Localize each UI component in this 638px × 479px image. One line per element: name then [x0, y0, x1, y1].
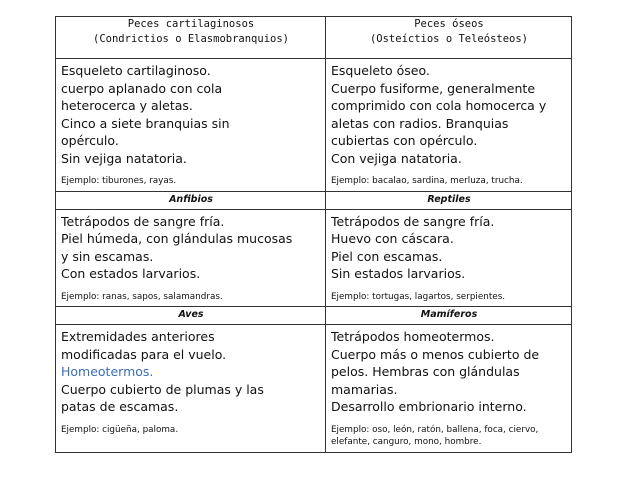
- text-line: Sin estados larvarios.: [331, 266, 466, 281]
- header-anfibios: Anfibios: [56, 191, 326, 209]
- oseos-description: [331, 62, 567, 167]
- mamiferos-description: [331, 328, 567, 416]
- content-row-amphibians-reptiles: [56, 209, 572, 307]
- text-line: Cuerpo cubierto de plumas y las: [61, 381, 264, 397]
- aves-description: [61, 328, 321, 416]
- cartilaginosos-description: [61, 62, 321, 167]
- text-line: Tetrápodos de sangre fría.: [331, 213, 495, 229]
- header-cartilaginosos-title: Peces cartilaginosos: [127, 18, 255, 30]
- text-line: opérculo.: [61, 133, 119, 148]
- header-row-fish: [56, 17, 572, 59]
- cell-oseos: [326, 59, 572, 192]
- header-row-amphibians-reptiles: [56, 191, 572, 209]
- text-line: modificadas para el vuelo.: [61, 346, 227, 362]
- text-line: Piel con escamas.: [331, 248, 443, 264]
- example-line: Ejemplo: oso, león, ratón, ballena, foca, ciervo,: [331, 424, 539, 435]
- header-reptiles: Reptiles: [326, 191, 572, 209]
- content-row-fish: [56, 59, 572, 192]
- text-line: Tetrápodos homeotermos.: [331, 329, 495, 344]
- oseos-example: Ejemplo: bacalao, sardina, merluza, trucha.: [331, 176, 523, 186]
- text-line: Cuerpo fusiforme, generalmente: [331, 80, 536, 96]
- text-line: Esqueleto óseo.: [331, 63, 430, 78]
- text-line: Piel húmeda, con glándulas mucosas: [61, 231, 293, 246]
- header-row-birds-mammals: [56, 307, 572, 325]
- cell-aves: [56, 325, 326, 453]
- text-line: cubiertas con opérculo.: [331, 133, 478, 148]
- header-mamiferos: Mamíferos: [326, 307, 572, 325]
- text-line: Cuerpo más o menos cubierto de: [331, 346, 540, 362]
- cell-cartilaginosos: [56, 59, 326, 192]
- anfibios-example: Ejemplo: ranas, sapos, salamandras.: [61, 291, 223, 302]
- text-line: y sin escamas.: [61, 248, 154, 264]
- text-line: Sin vejiga natatoria.: [61, 150, 187, 166]
- text-line: cuerpo aplanado con cola: [61, 80, 223, 96]
- cell-anfibios: [56, 209, 326, 307]
- text-line: Con estados larvarios.: [61, 266, 201, 281]
- reptiles-example: Ejemplo: tortugas, lagartos, serpientes.: [331, 291, 506, 302]
- cell-mamiferos: [326, 325, 572, 453]
- example-line: elefante, canguro, mono, hombre.: [331, 437, 482, 447]
- text-line: heterocerca y aletas.: [61, 98, 193, 113]
- header-oseos: [326, 17, 572, 59]
- header-cartilaginosos-subtitle: (Condrictios o Elasmobranquios): [93, 33, 289, 45]
- text-line: patas de escamas.: [61, 399, 179, 414]
- text-line: Cinco a siete branquias sin: [61, 115, 230, 131]
- header-oseos-subtitle: (Osteíctios o Teleósteos): [369, 33, 529, 45]
- content-row-birds-mammals: [56, 325, 572, 453]
- header-cartilaginosos: [56, 17, 326, 59]
- header-aves: Aves: [56, 307, 326, 325]
- text-line: aletas con radios. Branquias: [331, 115, 509, 131]
- text-line-highlighted: Homeotermos.: [61, 364, 154, 379]
- anfibios-description: [61, 213, 321, 283]
- header-oseos-title: Peces óseos: [414, 18, 484, 30]
- text-line: Tetrápodos de sangre fría.: [61, 213, 225, 229]
- cartilaginosos-example: Ejemplo: tiburones, rayas.: [61, 176, 177, 186]
- text-line: comprimido con cola homocerca y: [331, 98, 547, 113]
- text-line: mamarias.: [331, 381, 398, 397]
- reptiles-description: [331, 213, 567, 283]
- text-line: Con vejiga natatoria.: [331, 150, 462, 166]
- cell-reptiles: [326, 209, 572, 307]
- classification-table: [55, 16, 572, 453]
- text-line: Extremidades anteriores: [61, 329, 215, 344]
- text-line: Desarrollo embrionario interno.: [331, 399, 527, 414]
- text-line: Esqueleto cartilaginoso.: [61, 63, 211, 78]
- mamiferos-example: [331, 424, 567, 449]
- aves-example: Ejemplo: cigüeña, paloma.: [61, 424, 179, 435]
- text-line: pelos. Hembras con glándulas: [331, 364, 520, 379]
- text-line: Huevo con cáscara.: [331, 231, 454, 246]
